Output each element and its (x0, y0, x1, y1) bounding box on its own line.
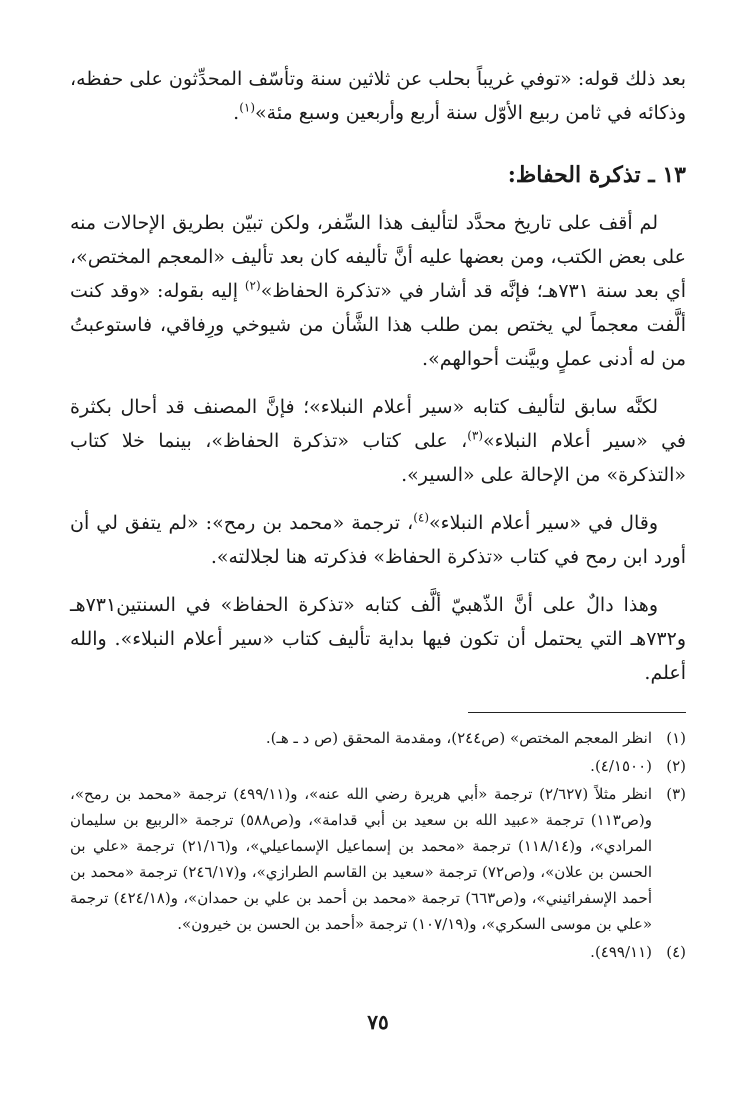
footnote-ref-4: (٤) (413, 510, 430, 525)
paragraph-1 (70, 206, 686, 376)
section-heading: ١٣ ـ تذكرة الحفاظ: (507, 162, 686, 188)
paragraph-3-text-b: ، ترجمة «محمد بن رمح»: «لم يتفق لي أن أورد ابن رمح في كتاب «تذكرة الحفاظ» فذكرته هنا لجلالته». (70, 512, 686, 568)
footnote-text: (٤٩٩/١١). (590, 943, 652, 961)
page-number: ٧٥ (367, 1010, 389, 1034)
paragraph-2-text-a: لكنَّه سابق لتأليف كتابه «سير أعلام النبلاء»؛ فإنَّ المصنف قد أحال بكثرة في «سير أعلام النبلاء» (70, 396, 686, 452)
footnote-number: (٢) (666, 757, 686, 775)
paragraph-1-text-a: لم أقف على تاريخ محدَّد لتأليف هذا السِّفر، ولكن تبيّن بطريق الإحالات منه على بعض الكتب، ومن بعضها عليه أنَّ تأليفه كان بعد تأليف «المعجم المختص»، أي بعد سنة ٧٣١هـ؛ فإنَّه قد أشار في «تذكرة الحفاظ» (70, 212, 686, 302)
paragraph-3 (70, 506, 686, 574)
footnote-text: انظر المعجم المختص» (ص٢٤٤)، ومقدمة المحقق (ص د ـ هـ). (265, 729, 652, 747)
page-body (70, 62, 686, 967)
footnote-ref-1: (١) (239, 100, 256, 115)
paragraph-3-text-a: وقال في «سير أعلام النبلاء» (429, 512, 658, 534)
footnote-text: انظر مثلاً (٢/٦٢٧) ترجمة «أبي هريرة رضي الله عنه»، و(٤٩٩/١١) ترجمة «محمد بن رمح»، و(ص١١٣) ترجمة «عبيد الله بن سعيد بن أبي قدامة»، و(ص٥٨٨) ترجمة «الربيع بن سليمان المرادي»، و(١١٨/١٤) ترجمة «محمد بن إسماعيل الإسماعيلي»، و(٢١/١٦) ترجمة «علي بن الحسن بن علان»، و(ص٧٢) ترجمة «سعيد بن القاسم الطرازي»، و(٢٤٦/١٧) ترجمة «محمد بن أحمد الإسفرائيني»، و(ص٦٦٣) ترجمة «محمد بن أحمد بن علي بن حمدان»، و(٤٢٤/١٨) ترجمة «علي بن موسى السكري»، و(١٠٧/١٩) ترجمة «أحمد بن الحسن بن خيرون». (70, 785, 653, 933)
paragraph-4-text: وهذا دالٌ على أنَّ الذّهبيّ ألَّف كتابه «تذكرة الحفاظ» في السنتين٧٣١هـ و٧٣٢هـ التي يحتمل أن تكون فيها بداية تأليف كتاب «سير أعلام النبلاء». والله أعلم. (70, 594, 686, 684)
footnote-2 (70, 753, 686, 779)
footnote-1 (70, 725, 686, 751)
paragraph-2 (70, 390, 686, 492)
opening-paragraph (70, 62, 686, 130)
paragraph-1-text-b: إليه بقوله: «وقد كنت ألَّفت معجماً لي يختص بمن طلب هذا الشَّأن من شيوخي ورِفاقي، فاستوعبتُ من له أدنى عملٍ وبيَّنت أحوالهم». (70, 280, 686, 370)
footnote-number: (٤) (666, 943, 686, 961)
footnote-text: (٤/١٥٠٠). (590, 757, 652, 775)
paragraph-2-text-b: ، على كتاب «تذكرة الحفاظ»، بينما خلا كتاب «التذكرة» من الإحالة على «السير». (70, 430, 686, 486)
footnote-divider (468, 712, 686, 713)
footnote-ref-2: (٢) (244, 278, 261, 293)
footnote-4 (70, 939, 686, 965)
footnote-number: (١) (666, 729, 686, 747)
paragraph-4 (70, 588, 686, 690)
footnote-number: (٣) (666, 785, 686, 803)
footnote-3 (70, 781, 686, 937)
footnote-ref-3: (٣) (467, 428, 484, 443)
opening-paragraph-text: بعد ذلك قوله: «توفي غريباً بحلب عن ثلاثين سنة وتأسّف المحدِّثون على حفظه، وذكائه في ثامن ربيع الأوّل سنة أربع وأربعين وسبع مئة» (70, 68, 686, 124)
footnotes (70, 725, 686, 965)
opening-paragraph-tail: . (233, 102, 240, 124)
